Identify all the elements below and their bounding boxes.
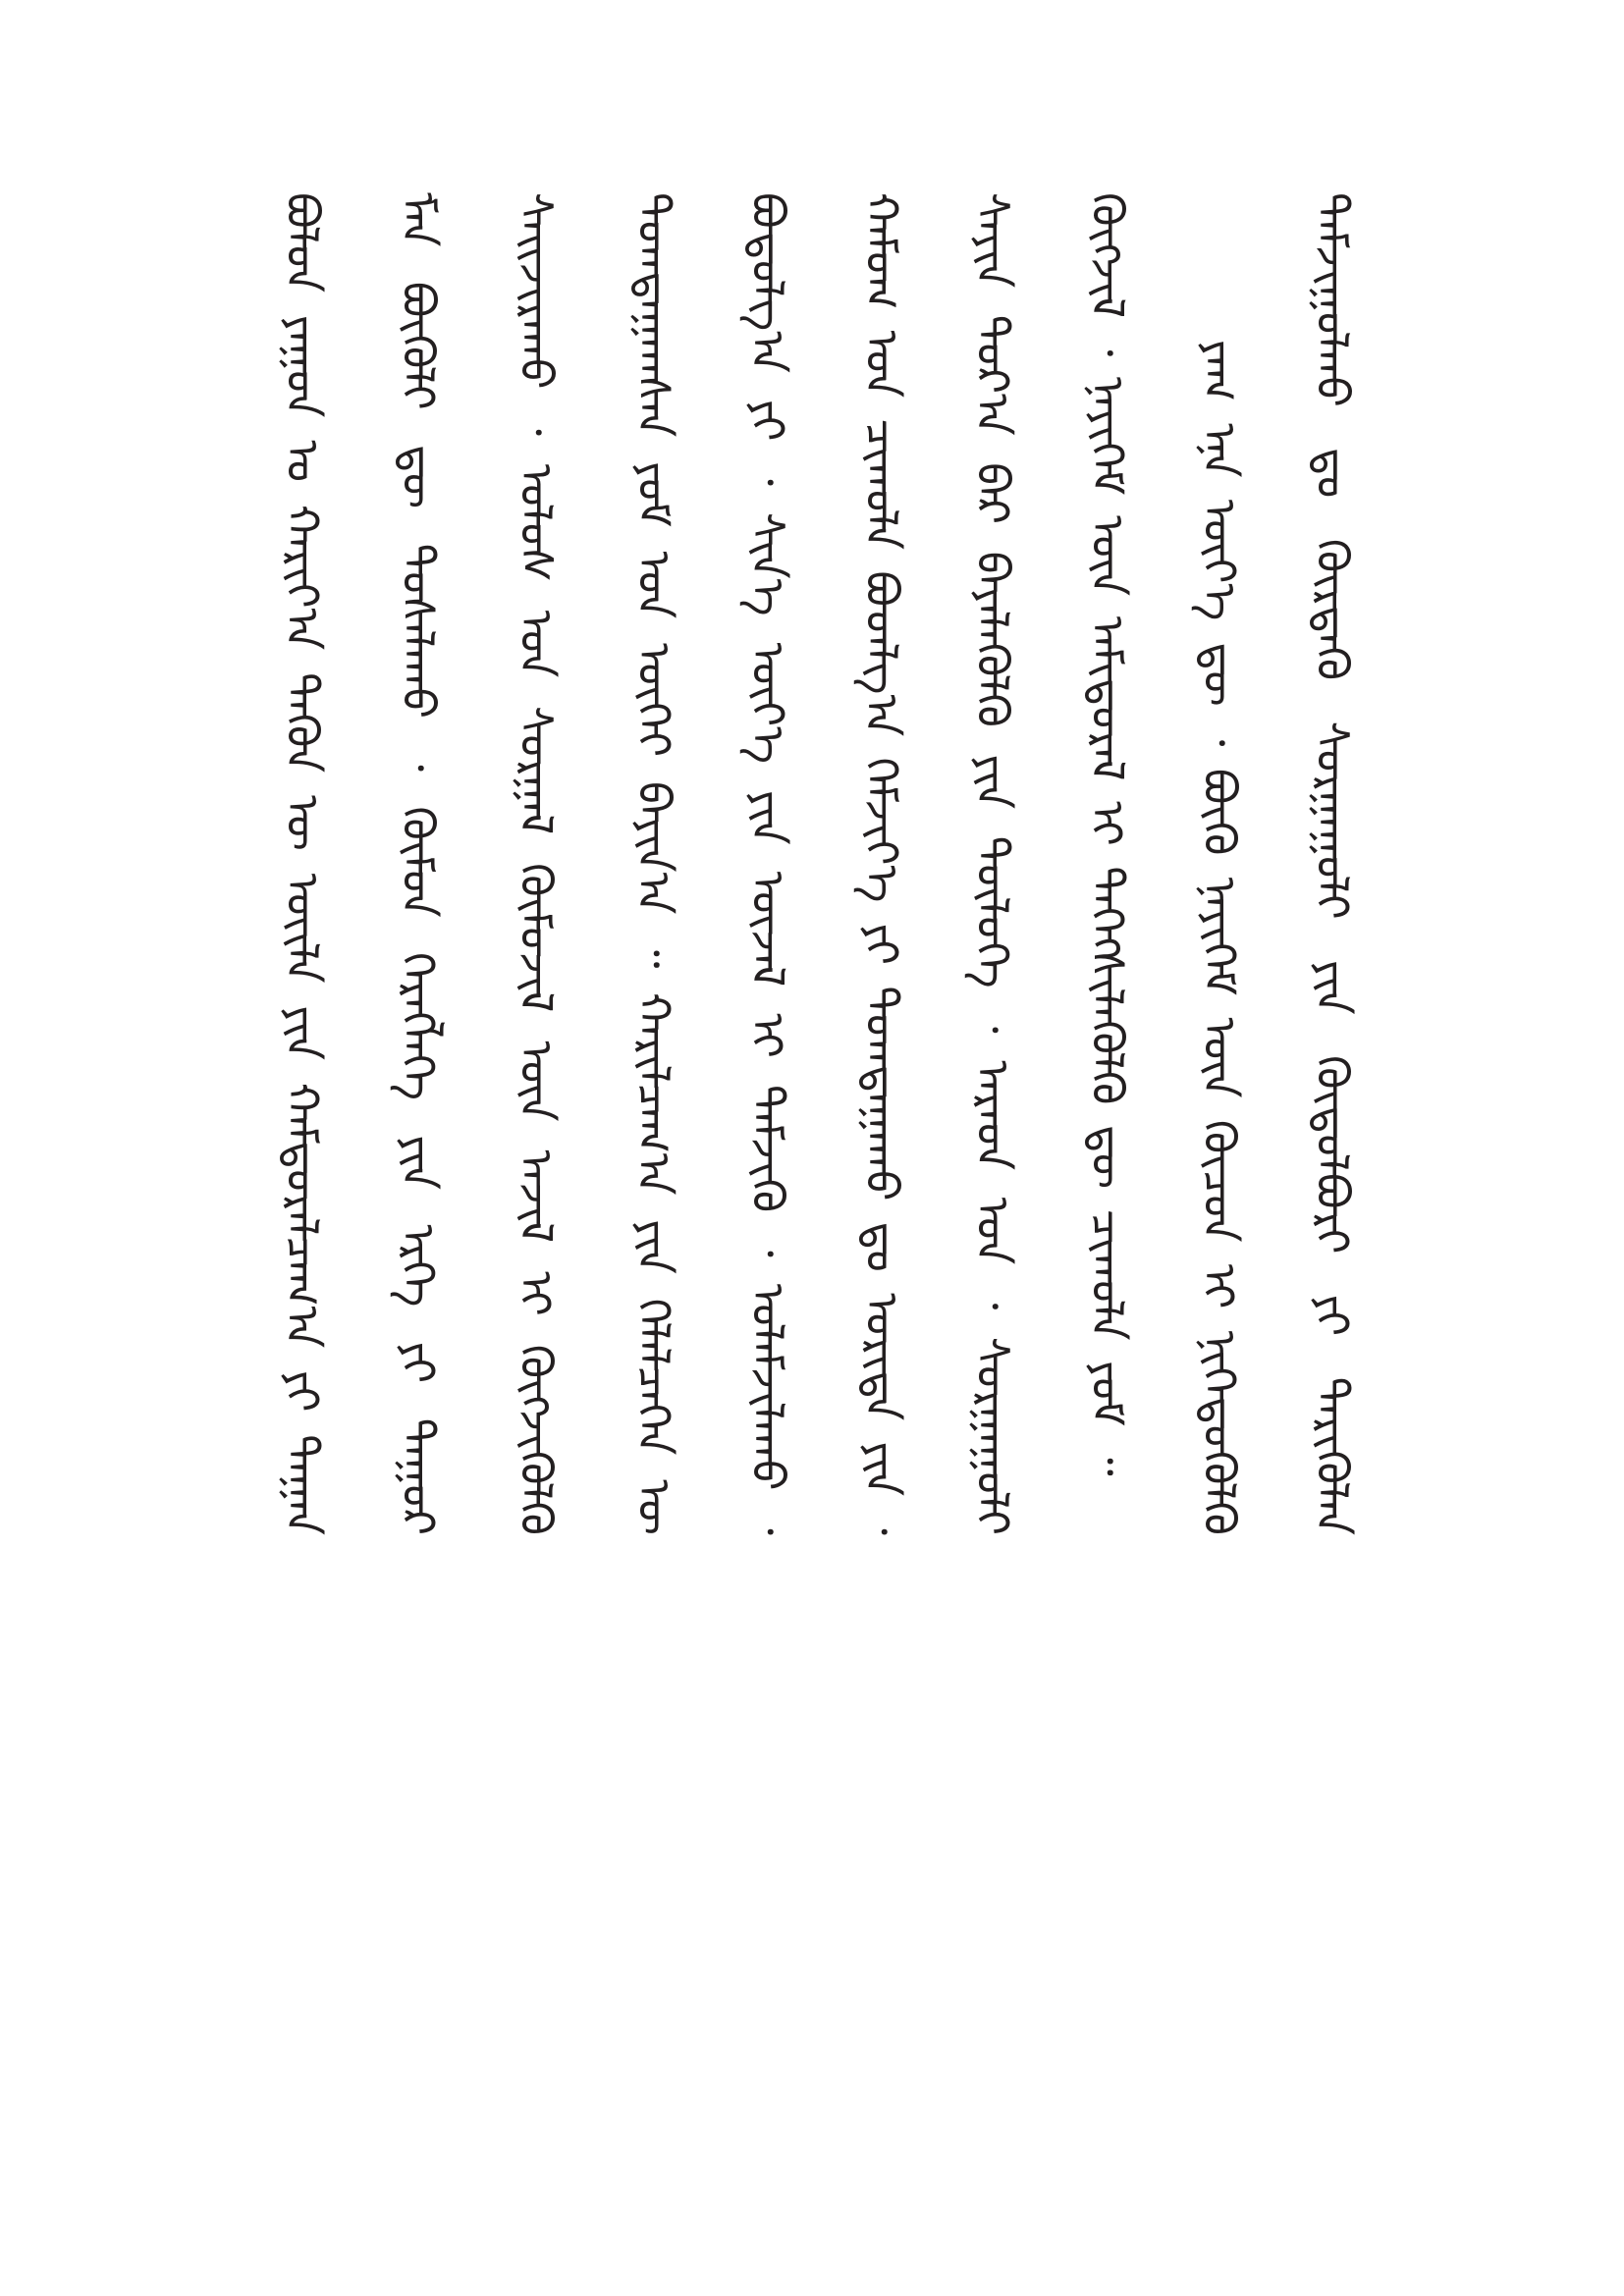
text-line-8: ᠬᠥᠭᠵᠢᠯ ᠂ ᠨᠡᠶᠢᠭᠡᠮ ᠦᠨ ᠠᠮᠢᠳᠤᠷᠠᠯ ᠢ ᠳᠡᠭᠡᠭᠰᠢᠯᠡᠭᠦᠯᠬᠦ ᠳᠦ ᠴᠢᠬᠤᠯᠠ ᠶᠤᠮ ᠃ [1081, 192, 1134, 1476]
text-line-1: ᠪᠣᠯᠤᠨ ᠶᠠᠭᠤᠨ ᠤ ᠬᠠᠷᠢᠶ᠎ᠠ ᠲᠡᠭᠦᠨ ᠦ ᠦᠢᠯᠡ ᠶᠢᠨ ᠬᠠᠮᠲᠤᠷᠠᠯᠴᠠᠭ᠎ᠠ ᠶᠢ ᠳᠠᠭᠠᠨ [276, 192, 329, 1535]
text-line-5: ᠪᠣᠳᠣᠯᠭ᠎ᠠ ᠶᠢ ᠂ ᠰᠢᠨ᠎ᠡ ᠦᠶ᠎ᠡ ᠶᠢᠨ ᠦᠵᠡᠯ ᠢ ᠳᠡᠮᠵᠢᠬᠦ ᠂ ᠤᠯᠠᠮᠵᠢᠯᠠᠬᠤ ᠂ [741, 192, 794, 1535]
text-line-10: ᠳᠠᠮᠵᠢᠭᠤᠯᠬᠤ ᠳᠤ ᠬᠦᠷᠳᠡᠬᠦ ᠰᠤᠷᠭᠠᠭᠤᠯᠢ ᠶᠢᠨ ᠬᠥᠲᠦᠯᠪᠦᠷᠢ ᠶᠢ ᠲᠡᠷᠢᠭᠦᠯᠡᠨ [1306, 192, 1359, 1535]
text-line-9: ᠶᠠᠭ ᠡᠨᠡ ᠦᠶ᠎ᠡ ᠳᠦ ᠂ ᠪᠦᠬᠦ ᠨᠡᠶᠢᠭᠡᠮ ᠦᠨ ᠬᠦᠴᠦᠨ ᠢ ᠨᠢᠭᠡᠳᠦᠭᠦᠯᠬᠦ [1193, 340, 1246, 1535]
text-line-2: ᠮᠠᠨ ᠪᠦᠬᠦᠯᠢ ᠳᠦ ᠲᠤᠰᠠᠯᠠᠬᠤ ᠂ ᠬᠦᠮᠦᠨ ᠬᠡᠷᠡᠭᠯᠡᠭᠡ ᠶᠢᠨ ᠡᠷᠬᠡ ᠶᠢ ᠳᠠᠭᠤᠷ [392, 192, 445, 1535]
text-line-6: ᠬᠠᠮᠤᠭ ᠤᠨ ᠴᠢᠬᠤᠯᠠ ᠪᠣᠳᠯᠭ᠎ᠠ ᠬᠡᠮᠵᠢᠶ᠎ᠡ ᠶᠢ ᠲᠣᠭᠲᠠᠭᠠᠬᠤ ᠳᠤ ᠤᠷᠢᠳᠠ ᠶᠢᠨ ᠂ [855, 192, 908, 1535]
text-line-7: ᠰᠠᠶᠢᠨ ᠳᠤᠷ᠎ᠠ ᠪᠠᠷ ᠪᠡᠶᠡᠯᠡᠭᠦᠯᠬᠦ ᠶᠢᠨ ᠲᠥᠯᠥᠭᠡ ᠂ ᠠᠷᠠᠳ ᠤᠨ ᠂ ᠰᠤᠷᠭᠠᠭᠤᠯᠢ [966, 192, 1019, 1535]
text-line-4: ᠲᠣᠭᠲᠠᠭᠠᠭᠰᠠᠨ ᠶᠤᠮ ᠣᠨ ᠦᠭᠡᠢ ᠪᠠᠶᠢᠨ᠎ᠠ ᠃ ᠬᠠᠷᠢᠯᠴᠠᠭ᠎ᠠ ᠶᠢᠨ ᠬᠡᠯᠡᠯᠴᠡᠭᠡᠨ ᠦ [627, 192, 680, 1535]
text-line-3: ᠰᠠᠢᠵᠢᠷᠠᠬᠤ ᠂ ᠤᠯᠤᠰ ᠤᠨ ᠰᠤᠷᠭᠠᠯ ᠬᠦᠮᠦᠵᠢᠯ ᠦᠨ ᠠᠵᠢᠯ ᠢ ᠬᠦᠭᠵᠢᠭᠦᠯᠬᠦ [510, 192, 563, 1535]
